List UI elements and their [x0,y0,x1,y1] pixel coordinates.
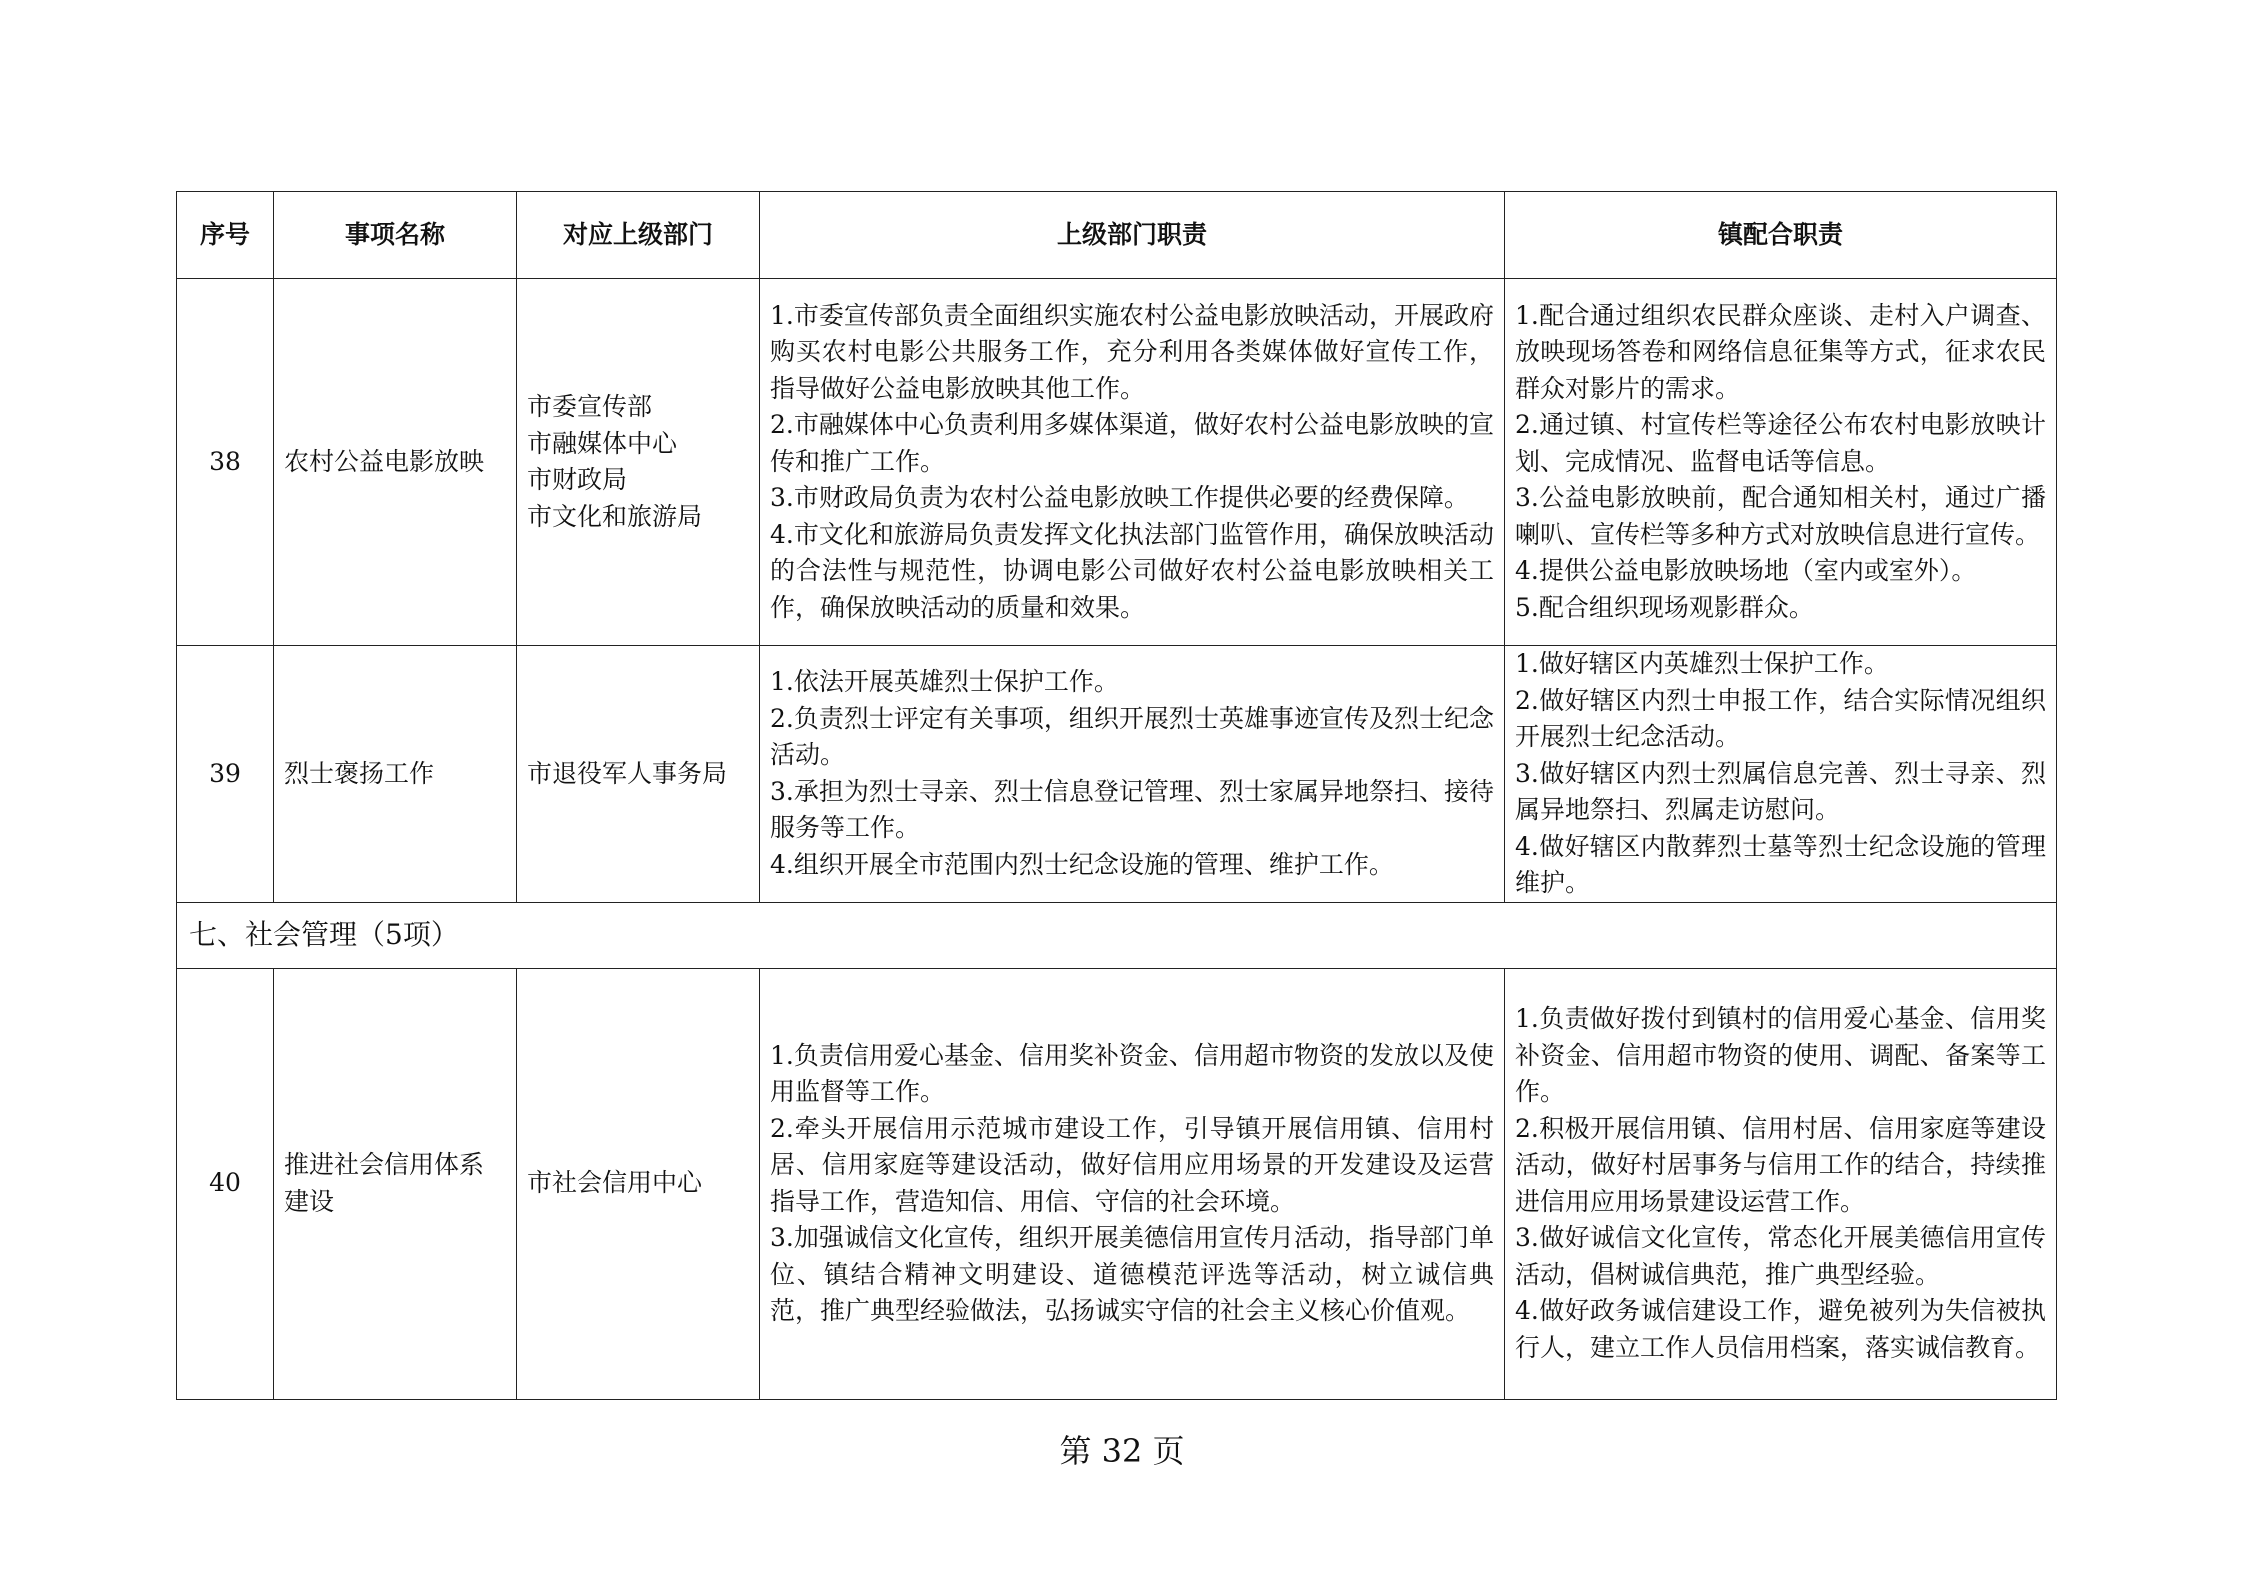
duty-item: 4.提供公益电影放映场地（室内或室外）。 [1515,556,1977,586]
duty-item: 2.做好辖区内烈士申报工作，结合实际情况组织开展烈士纪念活动。 [1515,685,2046,751]
dept-line: 市退役军人事务局 [527,758,728,788]
duty-item: 1.配合通过组织农民群众座谈、走村入户调查、放映现场答卷和网络信息征集等方式，征求农民群众对影片的需求。 [1515,300,2046,403]
duty-item: 2.市融媒体中心负责利用多媒体渠道，做好农村公益电影放映的宣传和推广工作。 [770,410,1494,476]
duty-item: 2.积极开展信用镇、信用村居、信用家庭等建设活动，做好村居事务与信用工作的结合，持续推进信用应用场景建设运营工作。 [1515,1113,2046,1216]
header-item-name: 事项名称 [274,192,517,279]
town-duty-cell [1505,968,2057,1399]
table-row [177,646,2057,903]
upper-dept-cell [517,279,760,646]
duty-item: 2.负责烈士评定有关事项，组织开展烈士英雄事迹宣传及烈士纪念活动。 [770,703,1494,770]
duty-item: 3.承担为烈士寻亲、烈士信息登记管理、烈士家属异地祭扫、接待服务等工作。 [770,776,1494,843]
item-name: 农村公益电影放映 [274,279,517,646]
header-upper-duty: 上级部门职责 [760,192,1505,279]
duty-item: 1.负责做好拨付到镇村的信用爱心基金、信用奖补资金、信用超市物资的使用、调配、备案等工作。 [1515,1004,2046,1106]
duty-table [176,191,2057,1400]
section-title: 七、社会管理（5项） [177,902,2057,968]
row-number: 40 [177,968,274,1399]
page-number: 第 32 页 [1059,1432,1185,1470]
duty-item: 4.组织开展全市范围内烈士纪念设施的管理、维护工作。 [770,849,1394,879]
duty-item: 4.做好辖区内散葬烈士墓等烈士纪念设施的管理维护。 [1515,831,2046,897]
dept-line: 市委宣传部 [527,392,653,421]
item-name: 推进社会信用体系建设 [274,968,517,1399]
duty-item: 1.做好辖区内英雄烈士保护工作。 [1515,649,1889,678]
header-no: 序号 [177,192,274,279]
row-number: 39 [177,646,274,903]
header-upper-dept: 对应上级部门 [517,192,760,279]
town-duty-cell [1505,646,2057,903]
dept-line: 市融媒体中心 [527,428,678,458]
header-row [177,192,2057,279]
item-name: 烈士褒扬工作 [274,646,517,903]
duty-item: 3.公益电影放映前，配合通知相关村，通过广播喇叭、宣传栏等多种方式对放映信息进行宣传。 [1515,483,2046,549]
upper-dept-cell [517,968,760,1399]
duty-item: 2.通过镇、村宣传栏等途径公布农村电影放映计划、完成情况、监督电话等信息。 [1515,410,2046,476]
section-row [177,902,2057,968]
duty-item: 1.市委宣传部负责全面组织实施农村公益电影放映活动，开展政府购买农村电影公共服务工作，充分利用各类媒体做好宣传工作，指导做好公益电影放映其他工作。 [770,300,1494,403]
table-row [177,968,2057,1399]
duty-item: 3.做好诚信文化宣传，常态化开展美德信用宣传活动，倡树诚信典范，推广典型经验。 [1515,1223,2046,1289]
dept-line: 市社会信用中心 [527,1168,703,1198]
duty-item: 3.市财政局负责为农村公益电影放映工作提供必要的经费保障。 [770,483,1469,513]
dept-line: 市财政局 [527,465,628,494]
duty-item: 2.牵头开展信用示范城市建设工作，引导镇开展信用镇、信用村居、信用家庭等建设活动，做好信用应用场景的开发建设及运营指导工作，营造知信、用信、守信的社会环境。 [770,1113,1494,1216]
duty-item: 3.做好辖区内烈士烈属信息完善、烈士寻亲、烈属异地祭扫、烈属走访慰问。 [1515,758,2046,824]
duty-item: 5.配合组织现场观影群众。 [1515,592,1814,622]
header-town-duty: 镇配合职责 [1505,192,2057,279]
duty-item: 4.市文化和旅游局负责发挥文化执法部门监管作用，确保放映活动的合法性与规范性，协调电影公司做好农村公益电影放映相关工作，确保放映活动的质量和效果。 [770,519,1494,622]
upper-duty-cell [760,968,1505,1399]
upper-duty-cell [760,279,1505,646]
duty-item: 3.加强诚信文化宣传，组织开展美德信用宣传月活动，指导部门单位、镇结合精神文明建设、道德模范评选等活动，树立诚信典范，推广典型经验做法，弘扬诚实守信的社会主义核心价值观。 [770,1223,1494,1325]
upper-dept-cell [517,646,760,903]
duty-item: 1.负责信用爱心基金、信用奖补资金、信用超市物资的发放以及使用监督等工作。 [770,1040,1494,1106]
row-number: 38 [177,279,274,646]
duty-item: 4.做好政务诚信建设工作，避免被列为失信被执行人，建立工作人员信用档案，落实诚信教育。 [1515,1296,2046,1362]
duty-item: 1.依法开展英雄烈士保护工作。 [770,667,1119,697]
dept-line: 市文化和旅游局 [527,501,703,531]
town-duty-cell [1505,279,2057,646]
table-row [177,279,2057,646]
upper-duty-cell [760,646,1505,903]
